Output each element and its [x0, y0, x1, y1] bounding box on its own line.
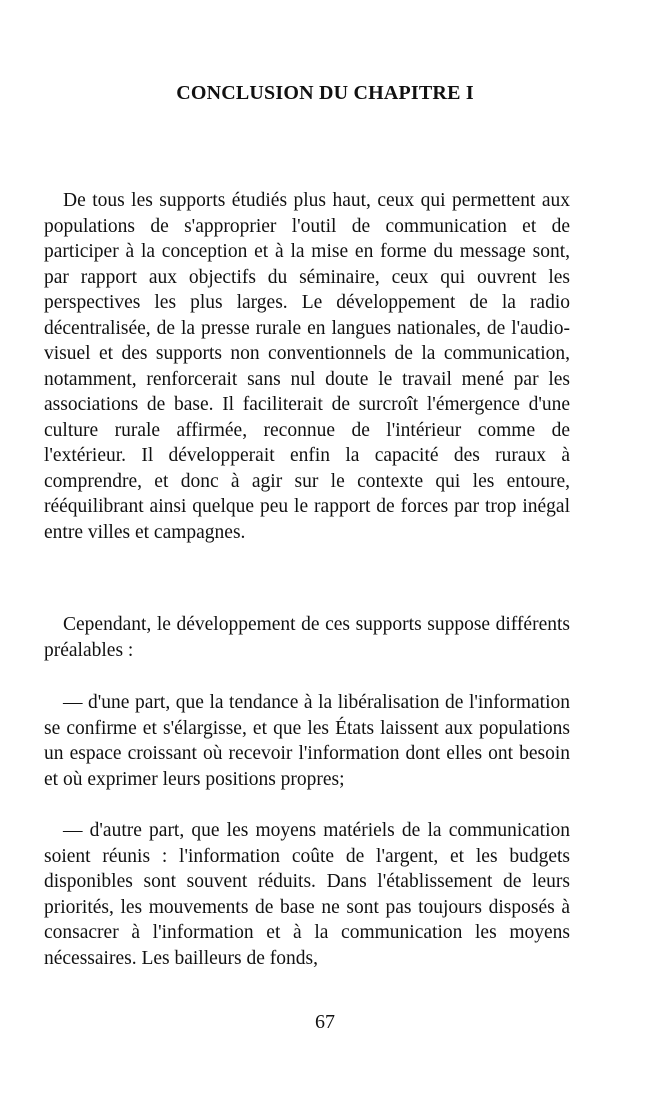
paragraph-prerequisites-intro: Cependant, le développement de ces supports suppose différents préalables : — [44, 614, 570, 661]
paragraph-material-means-condition: — d'autre part, que les moyens matériels de la communication soient réunis : l'information coûte de l'argent, et les budgets disponibles sont souvent réduits. Dans l'établissement de leurs priorités, les mouvements de base ne sont pas toujours disposés à consacrer à l'information et à la communication les moyens nécessaires. Les bailleurs de fonds, — [44, 820, 570, 969]
paragraph-supports-summary: De tous les supports étudiés plus haut, ceux qui permettent aux populations de s'approprier l'outil de communication et de participer à la conception et à la mise en forme du message sont, par rapport aux objectifs du séminaire, ceux qui ouvrent les perspectives les plus larges. Le développement de la radio décentralisée, de la presse rurale en langues nationales, de l'audio-visuel et des supports non conventionnels de la communication, notamment, renforcerait sans nul doute le travail mené par les associations de base. Il faciliterait de surcroît l'émergence d'une culture rurale affirmée, reconnue de l'intérieur comme de l'extérieur. Il développerait enfin la capacité des ruraux à comprendre, et donc à agir sur le contexte qui les entoure, rééquilibrant ainsi quelque peu le rapport de forces par trop inégal entre villes et campagnes. — [44, 190, 570, 543]
page-number: 67 — [315, 1011, 335, 1033]
chapter-conclusion-heading: CONCLUSION DU CHAPITRE I — [176, 82, 474, 104]
paragraph-liberalisation-condition: — d'une part, que la tendance à la libéralisation de l'information se confirme et s'élargisse, et que les États laissent aux populations un espace croissant où recevoir l'information dont elles ont besoin et où exprimer leurs positions propres; — [44, 692, 570, 790]
